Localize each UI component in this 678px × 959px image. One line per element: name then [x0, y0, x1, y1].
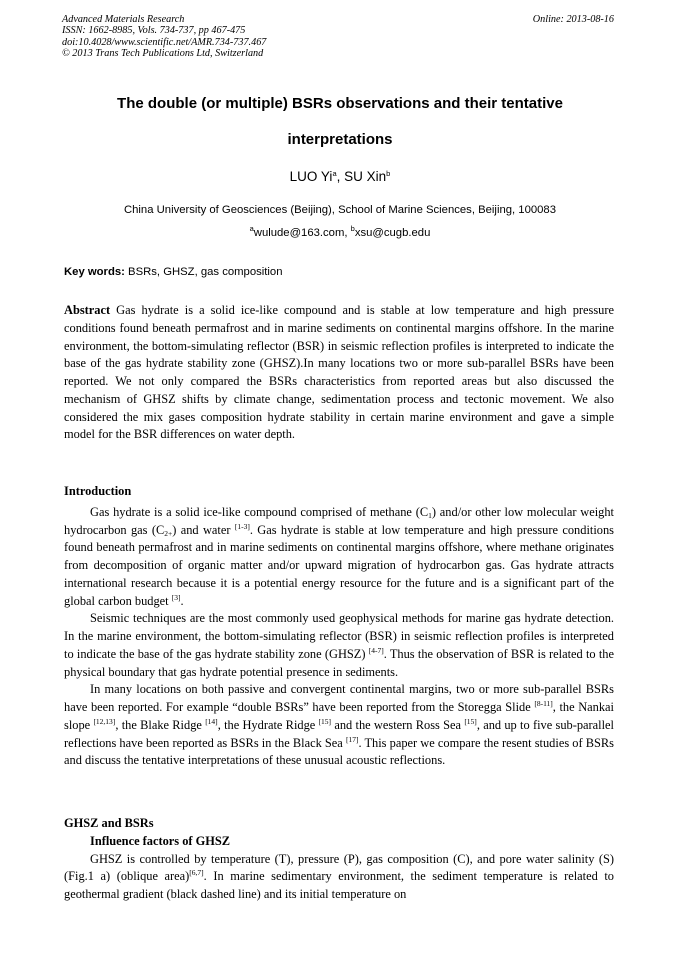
email-address: xsu@cugb.edu [354, 227, 431, 239]
body-paragraph [64, 681, 614, 770]
abstract [64, 302, 614, 444]
online-date: Online: 2013-08-16 [532, 14, 614, 25]
journal-header [62, 14, 618, 60]
title-line-2: interpretations [287, 131, 393, 148]
section-heading: Introduction [64, 484, 132, 498]
keywords-text: BSRs, GHSZ, gas composition [124, 266, 283, 278]
body-paragraph [64, 851, 614, 904]
introduction-section [64, 483, 614, 770]
text-run: Gas hydrate is a solid ice-like compound comprised of methane (C [90, 504, 429, 519]
citation: [8-11] [534, 699, 553, 708]
citation: [17] [345, 734, 359, 744]
copyright-line: © 2013 Trans Tech Publications Ltd, Switzerland [62, 48, 264, 60]
ghsz-section [64, 815, 614, 904]
issn-line: ISSN: 1662-8985, Vols. 734-737, pp 467-475 [62, 25, 246, 37]
title-line-1: The double (or multiple) BSRs observations and their tentative [117, 95, 563, 112]
author-separator: , [336, 169, 345, 184]
keywords [64, 264, 616, 280]
doi-line: doi:10.4028/www.scientific.net/AMR.734-737.467 [62, 36, 267, 48]
author-list [62, 166, 618, 188]
journal-name: Advanced Materials Research [62, 14, 185, 25]
citation: [12,13] [93, 716, 116, 726]
text-run: GHSZ is controlled by temperature (T), pressure (P), gas composition (C), and pore water salinity (S) (Fig.1 a) (oblique area) [64, 851, 614, 884]
text-run: Seismic techniques are the most commonly used geophysical methods for marine gas hydrate detection. In the marine environment, the bottom-simulating reflector (BSR) in seismic reflection profiles is interpreted to indicate the base of the gas hydrate stability zone (GHSZ) [64, 611, 614, 661]
author-name: SU Xin [344, 169, 387, 184]
email-mark: b [350, 224, 355, 233]
text-run: . This paper we compare the resent studies of BSRs and discuss the tentative interpretations of these unusual acoustic reflections. [64, 735, 614, 768]
text-run: . Gas hydrate is stable at low temperature and high pressure conditions found beneath permafrost and in marine sediments on continental margins offshore, where methane originates from decomposition of organic matter and/or upward migration of hydrocarbon gas. Gas hydrate attracts international research because it is a potential energy resource for the future and is a significant part of the global carbon budget [64, 522, 614, 608]
body-paragraph [64, 504, 614, 611]
abstract-paragraph [64, 302, 614, 444]
author-affiliation-mark: b [386, 169, 391, 178]
abstract-label: Abstract [64, 303, 111, 317]
citation: [14] [205, 716, 218, 726]
text-run: . [180, 593, 184, 608]
text-run: and the western Ross Sea [331, 717, 465, 732]
citation: [15] [464, 716, 477, 726]
keywords-label: Key words: [64, 266, 125, 278]
text-run: In many locations on both passive and convergent continental margins, two or more sub-parallel BSRs have been reported. For example “double BSRs” have been reported from the Storegga Slide [64, 682, 614, 714]
text-run: , the Nankai slope [64, 700, 614, 732]
text-run: . Thus the observation of BSR is related to the physical boundary that gas hydrate potential presence in sediments. [64, 646, 615, 679]
subscript: 2+ [164, 528, 173, 538]
section-heading: GHSZ and BSRs [64, 816, 154, 830]
citation: [15] [318, 716, 332, 726]
citation: [3] [171, 592, 181, 602]
subsection-heading: Influence factors of GHSZ [90, 833, 231, 848]
author-affiliation-mark: a [332, 169, 337, 178]
text-run: , the Blake Ridge [115, 717, 206, 732]
email-address: wulude@163.com, [253, 227, 351, 239]
affiliation: China University of Geosciences (Beijing), School of Marine Sciences, Beijing, 100083 [123, 204, 556, 216]
text-run: . In marine sedimentary environment, the sediment temperature is related to geothermal gradient (black dashed line) and its initial temperature on [64, 869, 614, 901]
citation: [6,7] [189, 868, 204, 878]
author-name: LUO Yi [289, 169, 333, 184]
citation: [4-7] [368, 645, 384, 655]
email-mark: a [249, 224, 254, 233]
subscript: 1 [428, 510, 432, 520]
text-run: ) and/or other low molecular weight hydrocarbon gas (C [64, 504, 615, 537]
text-run: ) and water [172, 522, 235, 537]
citation: [1-3] [234, 521, 250, 531]
author-emails [62, 224, 618, 242]
text-run: , the Hydrate Ridge [217, 717, 319, 732]
body-paragraph [64, 610, 614, 681]
abstract-text: Gas hydrate is a solid ice-like compound and is stable at low temperature and high pressure conditions found beneath permafrost and in marine sediments on continental margins offshore. In the marine environment, the bottom-simulating reflector (BSR) in seismic reflection profiles is interpreted to indicate the base of the gas hydrate stability zone (GHSZ).In many locations two or more sub-parallel BSRs have been reported. We not only compared the BSRs characteristics from reported areas but also discussed the mechanism of GHSZ shifts by climate change, sedimentation process and tectonic movement. We also considered the mix gases composition hydrate stability in certain marine environment and gave a simple model for the BSR differences on water depth. [64, 303, 614, 442]
paper-title [62, 86, 618, 158]
text-run: , and up to five sub-parallel reflections have been reported as BSRs in the Black Sea [64, 717, 614, 750]
